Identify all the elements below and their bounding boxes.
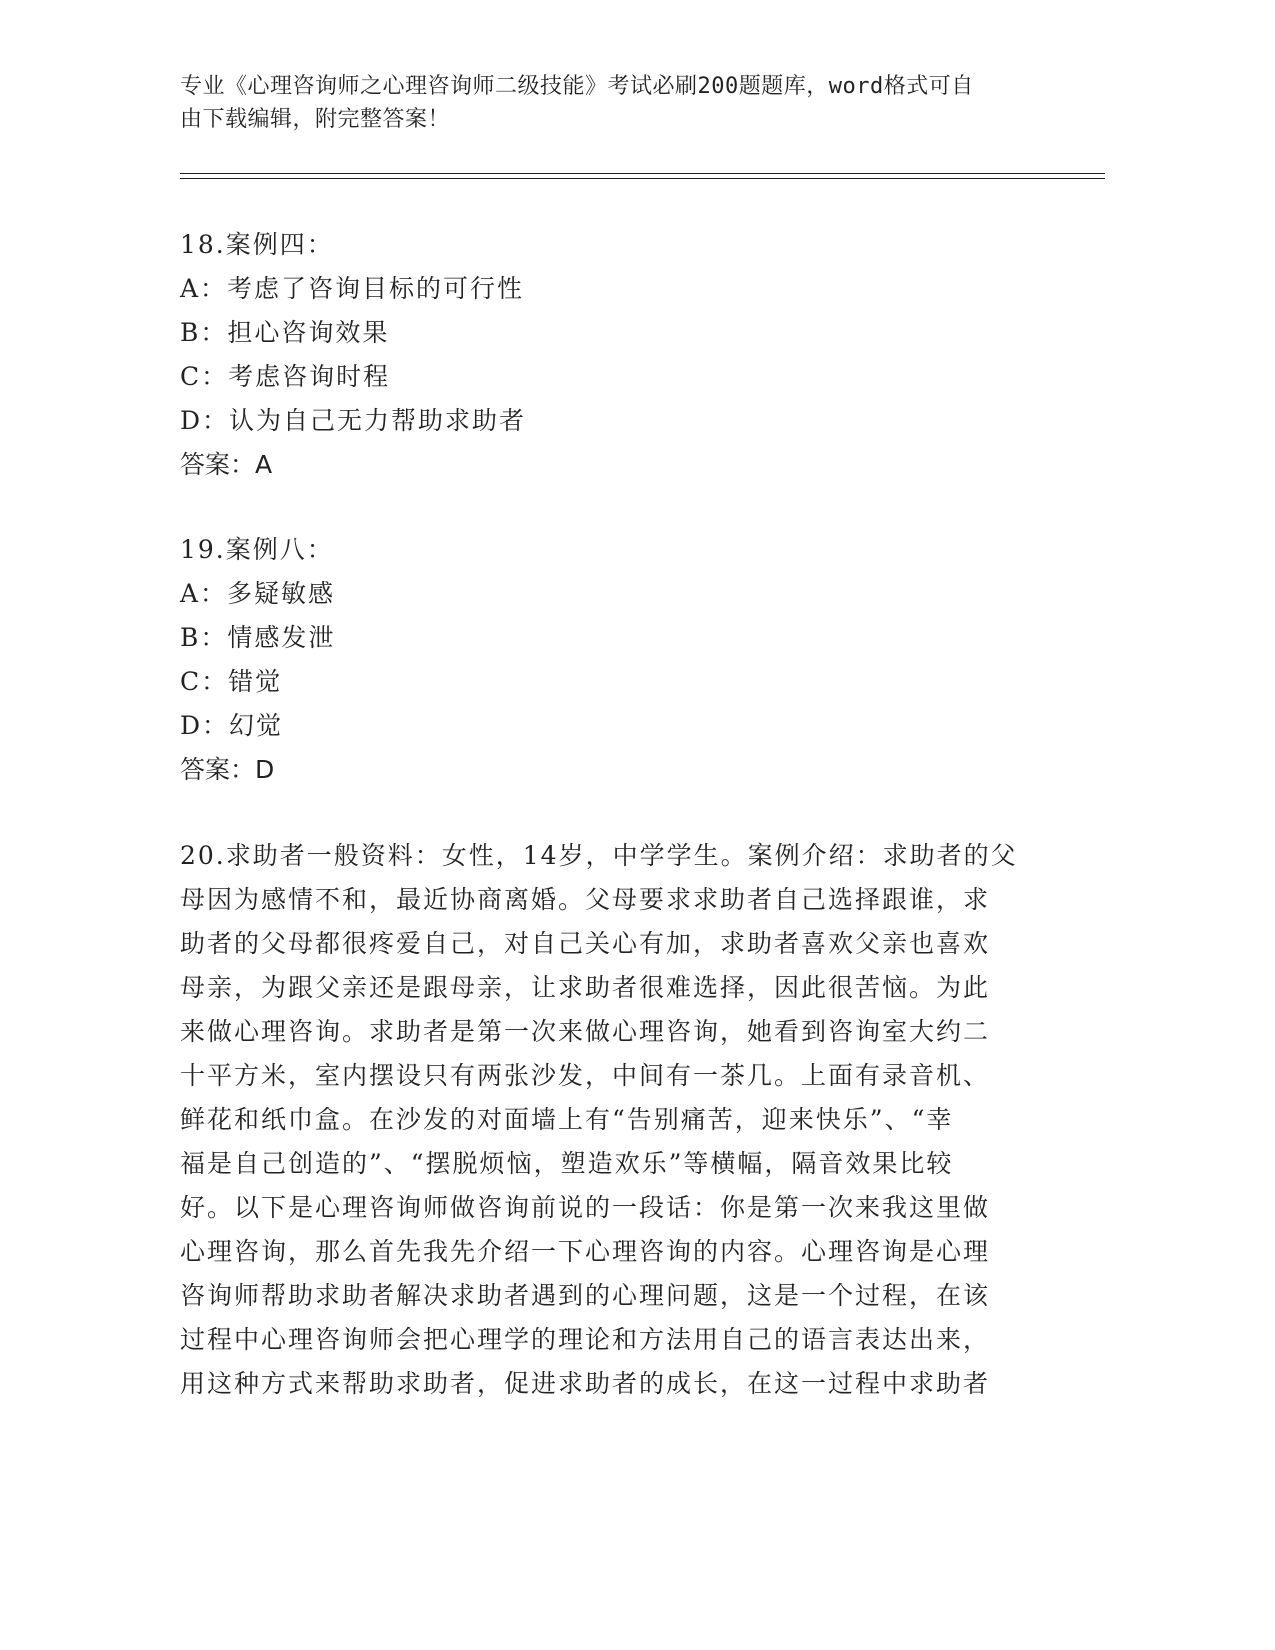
question-stem: 18.案例四：	[180, 230, 334, 259]
document-header	[180, 70, 1050, 136]
option-a: A：多疑敏感	[180, 579, 336, 608]
paragraph-line: 福是自己创造的”、“摆脱烦恼，塑造欢乐”等横幅，隔音效果比较	[180, 1149, 954, 1178]
answer-line: 答案：A	[180, 450, 273, 479]
header-line-2: 由下载编辑，附完整答案！	[180, 107, 451, 132]
question-20	[180, 834, 1040, 1406]
answer-line: 答案：D	[180, 755, 275, 784]
paragraph-line: 过程中心理咨询师会把心理学的理论和方法用自己的语言表达出来，	[180, 1325, 991, 1354]
paragraph-line: 来做心理咨询。求助者是第一次来做心理咨询，她看到咨询室大约二	[180, 1017, 991, 1046]
paragraph-line: 助者的父母都很疼爱自己，对自己关心有加，求助者喜欢父亲也喜欢	[180, 929, 991, 958]
header-line-1: 专业《心理咨询师之心理咨询师二级技能》考试必刷200题题库，word格式可自	[180, 74, 974, 99]
option-a: A：考虑了咨询目标的可行性	[180, 274, 525, 303]
paragraph-line: 好。以下是心理咨询师做咨询前说的一段话：你是第一次来我这里做	[180, 1193, 991, 1222]
paragraph-line: 用这种方式来帮助求助者，促进求助者的成长，在这一过程中求助者	[180, 1369, 991, 1398]
paragraph-line: 心理咨询，那么首先我先介绍一下心理咨询的内容。心理咨询是心理	[180, 1237, 991, 1266]
paragraph-line: 鲜花和纸巾盒。在沙发的对面墙上有“告别痛苦，迎来快乐”、“幸	[180, 1105, 954, 1134]
option-b: B：情感发泄	[180, 623, 336, 652]
option-d: D：认为自己无力帮助求助者	[180, 406, 527, 435]
header-divider-top	[180, 173, 1105, 174]
option-c: C：考虑咨询时程	[180, 362, 391, 391]
question-18	[180, 223, 526, 487]
question-19	[180, 528, 335, 792]
paragraph-line: 咨询师帮助求助者解决求助者遇到的心理问题，这是一个过程，在该	[180, 1281, 991, 1310]
option-b: B：担心咨询效果	[180, 318, 390, 347]
paragraph-line: 十平方米，室内摆设只有两张沙发，中间有一茶几。上面有录音机、	[180, 1061, 991, 1090]
paragraph-line: 20.求助者一般资料：女性，14岁，中学学生。案例介绍：求助者的父	[180, 841, 1018, 870]
question-stem: 19.案例八：	[180, 535, 334, 564]
paragraph-line: 母因为感情不和，最近协商离婚。父母要求求助者自己选择跟谁，求	[180, 885, 991, 914]
option-c: C：错觉	[180, 667, 283, 696]
paragraph-line: 母亲，为跟父亲还是跟母亲，让求助者很难选择，因此很苦恼。为此	[180, 973, 991, 1002]
header-divider-bottom	[180, 178, 1105, 179]
option-d: D：幻觉	[180, 711, 284, 740]
